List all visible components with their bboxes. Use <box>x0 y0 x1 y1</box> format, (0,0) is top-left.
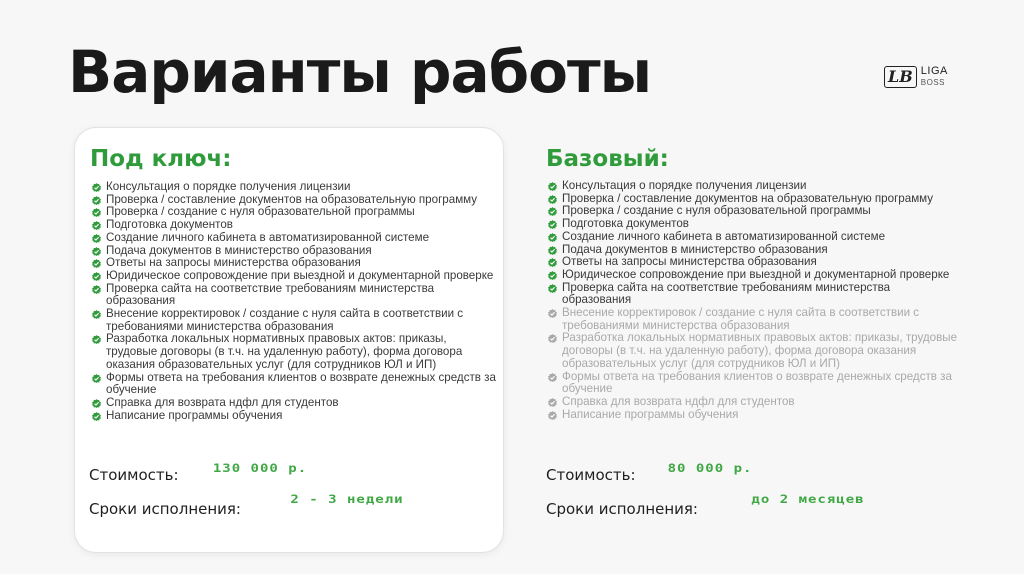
feature-item-excluded <box>548 332 958 370</box>
turnkey-term-label: Сроки исполнения: <box>89 500 241 518</box>
feature-text: Написание программы обучения <box>106 408 283 422</box>
feature-item-excluded <box>548 409 958 422</box>
basic-term-value: до 2 месяцев <box>751 493 865 507</box>
page-title: Варианты работы <box>68 38 652 106</box>
basic-feature-list <box>548 180 958 421</box>
feature-text: Внесение корректировок / создание с нуля сайта в соответствии с требованиями министерства образования <box>562 306 920 332</box>
feature-text: Юридическое сопровождение при выездной и документарной проверке <box>106 268 494 282</box>
feature-text: Подача документов в министерство образования <box>106 243 372 257</box>
check-badge-icon <box>92 183 101 192</box>
check-badge-icon <box>548 182 557 191</box>
check-badge-icon <box>548 195 557 204</box>
feature-text: Формы ответа на требования клиентов о возврате денежных средств за обучение <box>106 370 496 397</box>
feature-text: Разработка локальных нормативных правовых актов: приказы, трудовые договоры (в т.ч. на удаленную работу), форма договора оказания образовательных услуг (для сотрудников ЮЛ и ИП) <box>562 331 958 370</box>
check-badge-icon <box>92 374 101 383</box>
feature-text: Внесение корректировок / создание с нуля сайта в соответствии с требованиями министерства образования <box>106 307 464 333</box>
check-badge-icon <box>92 221 101 230</box>
check-badge-icon <box>548 271 557 280</box>
check-badge-icon <box>92 399 101 408</box>
feature-text: Написание программы обучения <box>562 407 739 421</box>
feature-item-included <box>92 283 497 308</box>
check-badge-icon <box>92 259 101 268</box>
feature-text: Проверка / создание с нуля образовательной программы <box>106 205 415 219</box>
check-badge-icon <box>92 196 101 205</box>
check-badge-icon <box>92 247 101 256</box>
check-badge-icon <box>92 310 101 319</box>
feature-text: Подготовка документов <box>106 218 233 232</box>
check-badge-icon <box>548 207 557 216</box>
feature-text: Проверка сайта на соответствие требованиям министерства образования <box>106 281 435 308</box>
feature-text: Консультация о порядке получения лицензии <box>562 179 807 192</box>
check-badge-icon <box>92 335 101 344</box>
check-badge-icon <box>548 258 557 267</box>
logo-sub: BOSS <box>920 78 946 87</box>
feature-item-included <box>548 282 958 307</box>
turnkey-cost-label: Стоимость: <box>89 466 179 484</box>
liga-boss-logo <box>884 66 948 88</box>
feature-text: Юридическое сопровождение при выездной и документарной проверке <box>562 267 950 281</box>
feature-item-included <box>92 372 497 397</box>
feature-text: Подготовка документов <box>562 217 689 231</box>
logo-text <box>921 66 948 88</box>
feature-item-included <box>92 308 497 333</box>
feature-text: Ответы на запросы министерства образования <box>106 256 361 270</box>
feature-text: Консультация о порядке получения лицензии <box>106 180 351 193</box>
turnkey-title: Под ключ: <box>90 146 232 172</box>
feature-text: Создание личного кабинета в автоматизированной системе <box>562 229 886 243</box>
feature-text: Справка для возврата ндфл для студентов <box>106 395 339 409</box>
feature-text: Создание личного кабинета в автоматизированной системе <box>106 230 430 244</box>
feature-text: Проверка сайта на соответствие требованиям министерства образования <box>562 280 891 307</box>
turnkey-feature-list <box>92 181 497 422</box>
feature-item-included <box>92 410 497 423</box>
basic-cost-label: Стоимость: <box>546 466 636 484</box>
logo-name: LIGA <box>920 65 948 77</box>
check-badge-icon <box>548 233 557 242</box>
feature-text: Разработка локальных нормативных правовых актов: приказы, трудовые договоры (в т.ч. на удаленную работу), форма договора оказания образовательных услуг (для сотрудников ЮЛ и ИП) <box>106 332 463 371</box>
turnkey-cost-value: 130 000 р. <box>212 462 308 476</box>
check-badge-icon <box>548 411 557 420</box>
feature-text: Формы ответа на требования клиентов о возврате денежных средств за обучение <box>562 369 952 396</box>
check-badge-icon <box>92 272 101 281</box>
basic-cost-value: 80 000 р. <box>667 462 753 476</box>
check-badge-icon <box>548 373 557 382</box>
check-badge-icon <box>548 246 557 255</box>
check-badge-icon <box>548 309 557 318</box>
feature-text: Подача документов в министерство образования <box>562 242 828 256</box>
feature-item-included <box>92 333 497 371</box>
feature-text: Справка для возврата ндфл для студентов <box>562 394 795 408</box>
check-badge-icon <box>92 412 101 421</box>
check-badge-icon <box>548 334 557 343</box>
check-badge-icon <box>548 398 557 407</box>
basic-term-label: Сроки исполнения: <box>546 500 698 518</box>
turnkey-term-value: 2 - 3 недели <box>290 493 404 507</box>
feature-text: Ответы на запросы министерства образования <box>562 255 817 269</box>
check-badge-icon <box>548 284 557 293</box>
check-badge-icon <box>548 220 557 229</box>
feature-item-excluded <box>548 307 958 332</box>
check-badge-icon <box>92 234 101 243</box>
feature-text: Проверка / составление документов на образовательную программу <box>106 192 478 206</box>
feature-text: Проверка / составление документов на образовательную программу <box>562 191 934 205</box>
feature-item-excluded <box>548 371 958 396</box>
logo-mark: LB <box>884 66 917 88</box>
feature-text: Проверка / создание с нуля образовательной программы <box>562 204 871 218</box>
check-badge-icon <box>92 285 101 294</box>
check-badge-icon <box>92 208 101 217</box>
basic-title: Базовый: <box>546 146 669 172</box>
